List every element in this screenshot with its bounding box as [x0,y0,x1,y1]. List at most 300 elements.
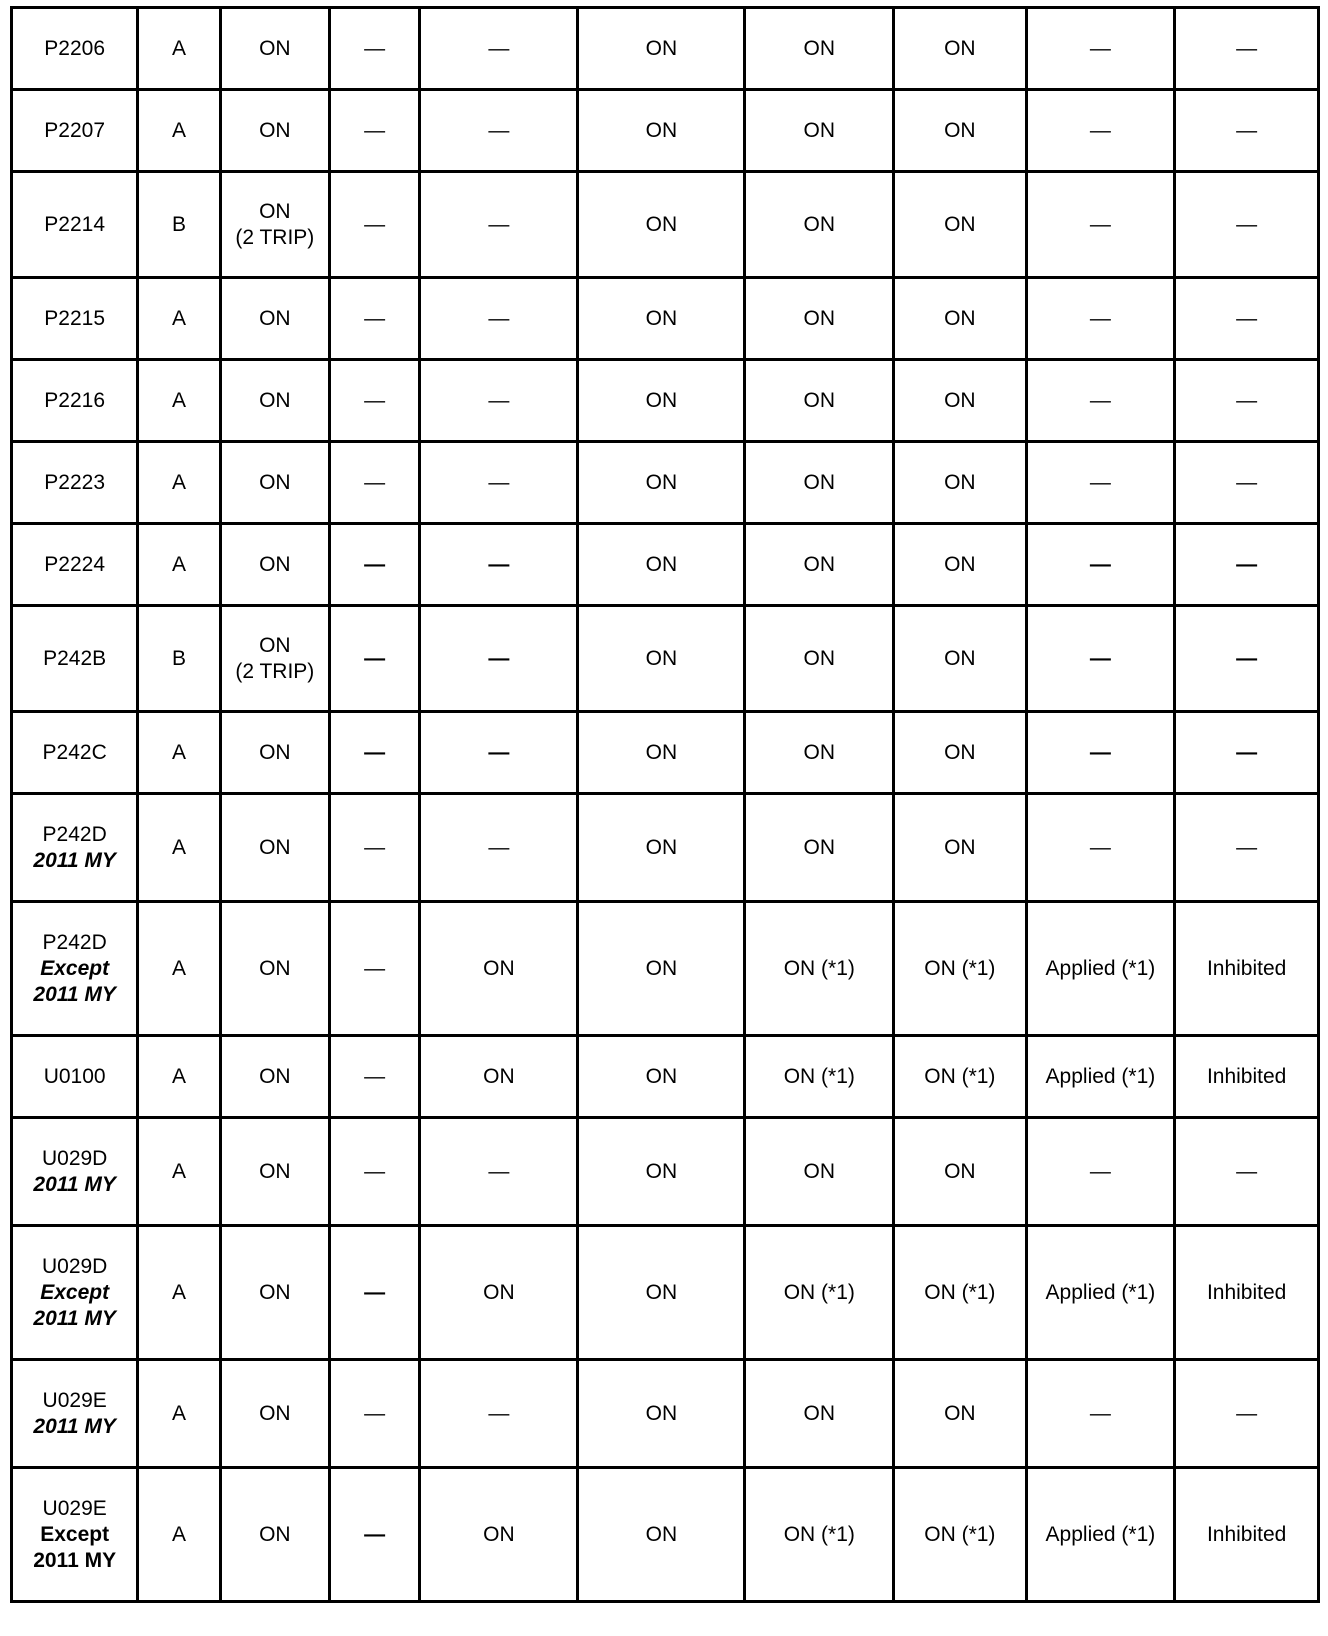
dtc-code-cell [12,172,138,278]
table-cell [329,90,420,172]
table-cell [578,1226,745,1360]
cell-value: ON [483,1522,515,1546]
cell-value: ON [803,1401,836,1425]
dtc-code: P2224 [44,552,106,576]
table-cell [329,360,420,442]
dtc-code-cell [12,606,138,712]
table-cell [220,172,329,278]
table-cell [745,712,894,794]
cell-value: ON [944,36,976,60]
table-cell [1175,8,1319,90]
cell-value: A [172,1280,187,1304]
dtc-code-cell [12,1226,138,1360]
cell-value: Inhibited [1206,1280,1287,1304]
dash-value: — [488,212,510,236]
table-cell [1026,1226,1175,1360]
table-cell [894,360,1026,442]
table-cell [138,360,221,442]
table-cell [578,1036,745,1118]
table-cell [220,278,329,360]
cell-value: A [172,36,187,60]
table-cell [745,278,894,360]
table-cell [138,524,221,606]
cell-value: ON [803,470,836,494]
dash-value: — [488,36,510,60]
dash-value: — [364,1522,386,1546]
table-cell [1026,794,1175,902]
table-cell [1175,794,1319,902]
dash-value: — [1089,306,1111,330]
table-cell [894,902,1026,1036]
table-cell [1175,902,1319,1036]
table-cell [1026,606,1175,712]
dtc-code: P242B [43,646,107,670]
dash-value: — [488,552,510,576]
cell-value: ON [259,740,291,764]
table-cell [1026,360,1175,442]
cell-value: A [172,470,187,494]
dtc-code: U029E [42,1496,107,1520]
table-cell [745,606,894,712]
dtc-code-cell [12,442,138,524]
dtc-code-cell [12,524,138,606]
table-cell [138,90,221,172]
cell-value: B [172,212,187,236]
dash-value: — [364,1159,386,1183]
dash-value: — [488,646,510,670]
cell-value: ON [259,1064,291,1088]
cell-value: ON [645,470,678,494]
cell-value: ON [944,1401,976,1425]
dash-value: — [1236,1159,1258,1183]
table-cell [578,278,745,360]
dtc-model-year-note: 2011 MY [33,1306,116,1330]
cell-value: ON [645,552,678,576]
dtc-code: P2215 [44,306,106,330]
table-cell [745,794,894,902]
cell-value: A [172,552,187,576]
table-cell [894,90,1026,172]
cell-value: Inhibited [1206,1522,1287,1546]
dash-value: — [1089,36,1111,60]
table-cell [745,1226,894,1360]
table-cell [745,902,894,1036]
cell-value: A [172,740,187,764]
table-cell [1026,712,1175,794]
cell-value: A [172,118,187,142]
cell-value: ON [645,1280,678,1304]
table-cell [894,1226,1026,1360]
cell-value: ON [645,646,678,670]
dash-value: — [488,1159,510,1183]
dash-value: — [1236,835,1258,859]
dash-value: — [1089,1159,1111,1183]
table-cell [329,172,420,278]
dash-value: — [488,118,510,142]
table-row [12,442,1319,524]
dtc-code: U029E [42,1388,107,1412]
table-row [12,524,1319,606]
table-row [12,1468,1319,1602]
dtc-model-year-note: Except [40,1522,110,1546]
cell-value: ON [803,740,836,764]
dtc-code-cell [12,902,138,1036]
dash-value: — [1089,118,1111,142]
table-cell [138,442,221,524]
table-cell [138,1468,221,1602]
cell-value: ON [645,740,678,764]
table-cell [578,1118,745,1226]
table-cell [745,1118,894,1226]
dash-value: — [364,470,386,494]
table-cell [220,794,329,902]
table-cell [1175,712,1319,794]
dtc-code: P2216 [44,388,106,412]
table-cell [220,360,329,442]
table-cell [578,442,745,524]
cell-value: ON [645,1401,678,1425]
cell-value: ON [259,36,291,60]
table-cell [1175,442,1319,524]
table-cell [420,524,578,606]
table-cell [420,172,578,278]
table-cell [1026,442,1175,524]
dash-value: — [364,1280,386,1304]
cell-value: ON [944,388,976,412]
table-cell [1026,902,1175,1036]
dash-value: — [1236,306,1258,330]
dtc-model-year-note: 2011 MY [33,1548,117,1572]
dash-value: — [1236,212,1258,236]
cell-value: A [172,306,187,330]
table-cell [420,1360,578,1468]
table-cell [1026,8,1175,90]
dtc-code: P2206 [44,36,106,60]
cell-value: A [172,956,187,980]
cell-value: Inhibited [1206,1064,1287,1088]
table-cell [1175,1468,1319,1602]
cell-value: ON [803,212,836,236]
table-cell [578,902,745,1036]
cell-value: ON (*1) [783,1280,855,1304]
dash-value: — [1089,470,1111,494]
table-cell [138,1360,221,1468]
dtc-code: U029D [41,1146,108,1170]
cell-value: ON [645,388,678,412]
table-cell [1175,360,1319,442]
cell-value: ON [803,835,836,859]
dtc-code: P242C [42,740,107,764]
table-cell [894,1118,1026,1226]
cell-value: ON [259,1522,291,1546]
table-cell [420,1036,578,1118]
table-cell [894,524,1026,606]
table-cell [578,524,745,606]
table-row [12,712,1319,794]
dtc-code-cell [12,1036,138,1118]
table-cell [329,524,420,606]
table-cell [745,524,894,606]
dash-value: — [488,306,510,330]
cell-value: ON [259,306,291,330]
table-cell [138,712,221,794]
table-cell [329,8,420,90]
dtc-code-cell [12,1468,138,1602]
dtc-model-year-note: 2011 MY [33,848,116,872]
table-cell [745,1360,894,1468]
table-row [12,794,1319,902]
table-cell [138,8,221,90]
table-cell [1175,172,1319,278]
table-cell [138,1036,221,1118]
dash-value: — [364,552,386,576]
cell-value: ON [259,552,291,576]
table-cell [1026,1036,1175,1118]
cell-value: ON [944,212,976,236]
cell-value: ON [944,552,976,576]
cell-value: ON [803,646,836,670]
dtc-model-year-note: 2011 MY [33,1172,116,1196]
table-row [12,1118,1319,1226]
cell-value: ON [803,36,836,60]
table-cell [329,278,420,360]
cell-value: Applied (*1) [1045,1522,1156,1546]
dash-value: — [488,740,510,764]
table-cell [578,172,745,278]
dtc-model-year-note: 2011 MY [33,982,116,1006]
table-cell [745,8,894,90]
table-cell [578,712,745,794]
cell-value: ON [483,956,515,980]
table-cell [329,1360,420,1468]
cell-value: ON (*1) [924,1280,996,1304]
table-cell [745,360,894,442]
table-cell [1026,524,1175,606]
table-cell [420,606,578,712]
table-row [12,90,1319,172]
cell-value: ON [803,388,836,412]
table-cell [745,172,894,278]
table-cell [220,442,329,524]
table-cell [578,1468,745,1602]
cell-value: ON [645,835,678,859]
dash-value: — [1236,388,1258,412]
table-cell [420,902,578,1036]
dash-value: — [1089,740,1111,764]
table-cell [745,1036,894,1118]
dtc-code-cell [12,794,138,902]
dash-value: — [1236,1401,1258,1425]
dash-value: — [364,388,386,412]
table-cell [420,360,578,442]
cell-value: ON [259,956,291,980]
table-cell [220,1036,329,1118]
table-row [12,360,1319,442]
cell-value: ON (*1) [783,1064,855,1088]
dtc-code: P2223 [44,470,106,494]
cell-value: ON [944,646,976,670]
table-cell [220,606,329,712]
cell-value: ON [803,1159,836,1183]
dash-value: — [488,388,510,412]
dtc-model-year-note: Except [40,1280,110,1304]
dash-value: — [1236,646,1258,670]
table-cell [420,1118,578,1226]
cell-value: ON [944,470,976,494]
cell-value: ON [645,1522,678,1546]
table-cell [138,1226,221,1360]
table-row [12,172,1319,278]
cell-value: Applied (*1) [1045,956,1156,980]
table-cell [138,606,221,712]
dash-value: — [1089,212,1111,236]
table-cell [329,1118,420,1226]
dash-value: — [364,835,386,859]
table-row [12,1036,1319,1118]
cell-value: A [172,1064,187,1088]
table-cell [1026,1360,1175,1468]
table-cell [138,1118,221,1226]
cell-value: ON [944,740,976,764]
table-cell [329,442,420,524]
cell-value: A [172,1159,187,1183]
table-row [12,902,1319,1036]
dtc-code: U029D [41,1254,108,1278]
cell-value: ON [259,388,291,412]
table-cell [138,794,221,902]
cell-value: ON [944,306,976,330]
table-cell [745,1468,894,1602]
dtc-code-cell [12,278,138,360]
cell-value: ON (*1) [924,1064,996,1088]
dtc-code-cell [12,90,138,172]
dash-value: — [364,1401,386,1425]
cell-value: ON [259,470,291,494]
table-cell [220,524,329,606]
table-cell [894,606,1026,712]
table-cell [1175,606,1319,712]
cell-value: B [172,646,187,670]
table-cell [1175,90,1319,172]
table-cell [329,794,420,902]
dash-value: — [488,1401,510,1425]
table-cell [745,442,894,524]
cell-value: ON [803,552,836,576]
cell-value: ON (*1) [924,956,996,980]
table-cell [1026,90,1175,172]
table-cell [894,1468,1026,1602]
table-cell [1175,278,1319,360]
table-row [12,278,1319,360]
table-cell [420,1468,578,1602]
table-cell [420,90,578,172]
cell-value: ON (2 TRIP) [235,199,315,249]
cell-value: ON [645,36,678,60]
dash-value: — [1236,552,1258,576]
cell-value: ON [259,1280,291,1304]
cell-value: ON [645,1159,678,1183]
table-row [12,8,1319,90]
dash-value: — [364,118,386,142]
cell-value: ON [803,306,836,330]
dash-value: — [1236,740,1258,764]
dash-value: — [1089,388,1111,412]
dtc-code-cell [12,712,138,794]
table-cell [894,712,1026,794]
dash-value: — [488,470,510,494]
dash-value: — [1089,1401,1111,1425]
table-cell [578,1360,745,1468]
cell-value: ON (*1) [783,956,855,980]
table-cell [138,278,221,360]
dash-value: — [364,306,386,330]
table-row [12,1360,1319,1468]
table-cell [578,90,745,172]
table-cell [329,902,420,1036]
cell-value: ON [944,1159,976,1183]
cell-value: A [172,1401,187,1425]
table-cell [220,902,329,1036]
cell-value: ON [944,118,976,142]
table-cell [329,1226,420,1360]
cell-value: ON (*1) [924,1522,996,1546]
table-cell [1175,1360,1319,1468]
dash-value: — [1089,835,1111,859]
table-cell [1175,1226,1319,1360]
cell-value: ON [944,835,976,859]
table-cell [1026,1118,1175,1226]
table-cell [1026,172,1175,278]
table-row [12,606,1319,712]
table-cell [329,712,420,794]
cell-value: ON [645,956,678,980]
table-cell [420,794,578,902]
dtc-code: U0100 [43,1064,106,1088]
table-cell [1026,278,1175,360]
dash-value: — [1089,552,1111,576]
dtc-code-cell [12,360,138,442]
table-cell [1175,1118,1319,1226]
table-cell [220,1226,329,1360]
dash-value: — [1236,36,1258,60]
cell-value: ON (*1) [783,1522,855,1546]
dtc-table [10,6,1320,1603]
cell-value: ON (2 TRIP) [235,633,315,683]
table-cell [220,8,329,90]
cell-value: ON [259,1401,291,1425]
dtc-code: P2207 [44,118,106,142]
dtc-code: P242D [42,930,107,954]
table-cell [220,1468,329,1602]
cell-value: ON [259,835,291,859]
table-cell [894,8,1026,90]
dtc-code-cell [12,1118,138,1226]
table-cell [420,712,578,794]
dash-value: — [364,956,386,980]
dtc-model-year-note: Except [40,956,110,980]
cell-value: ON [645,306,678,330]
dash-value: — [1236,118,1258,142]
cell-value: ON [483,1280,515,1304]
cell-value: ON [259,1159,291,1183]
table-cell [220,712,329,794]
table-cell [894,1360,1026,1468]
dash-value: — [364,36,386,60]
table-cell [420,442,578,524]
cell-value: ON [645,212,678,236]
cell-value: ON [645,118,678,142]
dash-value: — [1236,470,1258,494]
